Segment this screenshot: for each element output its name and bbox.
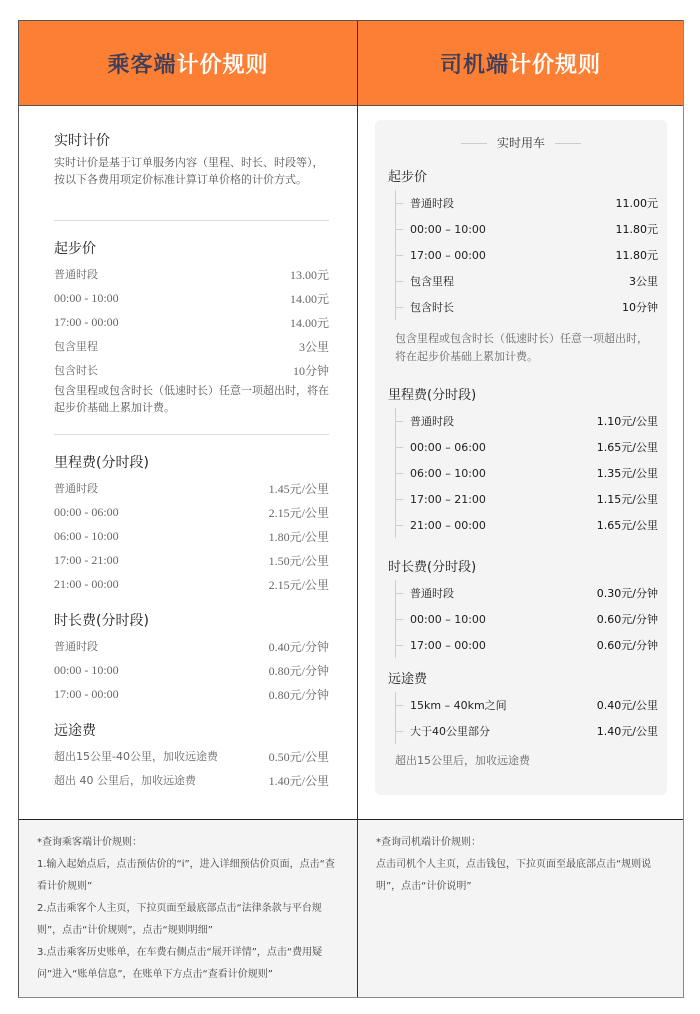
fare-row: 15km – 40km之间 0.40元/公里: [396, 692, 658, 718]
fare-row: 大于40公里部分 1.40元/公里: [396, 718, 658, 744]
fare-row: 普通时段 0.30元/分钟: [396, 580, 658, 606]
fare-row: 普通时段 0.40元/分钟: [54, 639, 329, 654]
section-title: 远途费: [388, 672, 428, 687]
section-title: 起步价: [388, 170, 428, 185]
divider: [54, 220, 329, 221]
fare-row: 17:00 – 00:00 11.80元: [396, 242, 658, 268]
fare-row: 00:00 - 10:00 0.80元/分钟: [54, 662, 329, 678]
fare-row: 17:00 - 21:00 1.50元/公里: [54, 552, 329, 568]
duration-fee-section: [54, 610, 329, 706]
divider: [461, 143, 487, 144]
fare-row: 普通时段 1.10元/公里: [396, 408, 658, 434]
fare-row: 包含时长 10分钟: [54, 363, 329, 378]
passenger-header-dark: 乘客端: [107, 52, 177, 78]
duration-fee-list: [395, 580, 658, 658]
instructions-text: [37, 832, 343, 986]
driver-header: [358, 21, 683, 106]
instructions-title: *查询乘客端计价规则：: [37, 837, 142, 848]
fare-row: 21:00 - 00:00 2.15元/公里: [54, 576, 329, 592]
base-fare-section: [54, 238, 329, 416]
section-title: 时长费(分时段): [54, 613, 149, 629]
driver-query-instructions: [358, 819, 683, 997]
pricing-comparison-table: [18, 20, 684, 998]
card-title: 实时用车: [375, 134, 667, 151]
passenger-header: [19, 21, 358, 106]
long-distance-fee-list: [395, 692, 658, 744]
fare-row: 17:00 – 00:00 0.60元/分钟: [396, 632, 658, 658]
base-fare-note: 包含里程或包含时长（低速时长）任意一项超出时，将在起步价基础上累加计费。: [54, 384, 329, 414]
fare-row: 包含里程 3公里: [54, 339, 329, 354]
instruction-line: 点击司机个人主页，点击钱包，下拉页面至最底部点击“规则说明”，点击“计价说明”: [376, 859, 652, 892]
fare-row: 超出15公里-40公里，加收远途费 0.50元/公里: [54, 749, 329, 764]
fare-row: 普通时段 13.00元: [54, 267, 329, 282]
section-title: 远途费: [54, 723, 96, 739]
base-fare-list: [395, 190, 658, 320]
section-description: 实时计价是基于订单服务内容（里程、时长、时段等），按以下各费用项定价标准计算订单价格的计价方式。: [54, 156, 324, 186]
passenger-rules: [19, 106, 357, 819]
section-title: 时长费(分时段): [388, 560, 477, 575]
fare-row: 包含时长 10分钟: [396, 294, 658, 320]
divider: [555, 143, 581, 144]
driver-rules: [358, 106, 683, 819]
long-distance-note: 超出15公里后，加收远途费: [395, 754, 530, 767]
instructions-text: [376, 832, 669, 898]
passenger-header-light: 计价规则: [176, 52, 269, 78]
fare-row: 17:00 - 00:00 14.00元: [54, 314, 329, 330]
column-divider: [357, 21, 358, 997]
fare-row: 06:00 - 10:00 1.80元/公里: [54, 528, 329, 544]
fare-row: 00:00 - 06:00 2.15元/公里: [54, 504, 329, 520]
section-title: 实时计价: [54, 133, 110, 149]
realtime-car-card: [375, 120, 667, 795]
driver-header-light: 计价规则: [509, 52, 602, 78]
fare-row: 17:00 - 00:00 0.80元/分钟: [54, 686, 329, 702]
fare-row: 00:00 – 06:00 1.65元/公里: [396, 434, 658, 460]
base-fare-note: 包含里程或包含时长（低速时长）任意一项超出时，将在起步价基础上累加计费。: [395, 332, 648, 363]
fare-row: 17:00 – 21:00 1.15元/公里: [396, 486, 658, 512]
long-distance-fee-section: [54, 720, 329, 792]
fare-row: 超出 40 公里后，加收远途费 1.40元/公里: [54, 773, 329, 788]
fare-row: 普通时段 11.00元: [396, 190, 658, 216]
section-title: 里程费(分时段): [388, 388, 477, 403]
fare-row: 00:00 – 10:00 0.60元/分钟: [396, 606, 658, 632]
driver-header-dark: 司机端: [439, 52, 509, 78]
fare-row: 00:00 - 10:00 14.00元: [54, 290, 329, 306]
passenger-query-instructions: [19, 819, 357, 997]
instruction-line: 2.点击乘客个人主页，下拉页面至最底部点击“法律条款与平台规则”，点击“计价规则”，点击“规则明细”: [37, 903, 322, 936]
fare-row: 00:00 – 10:00 11.80元: [396, 216, 658, 242]
distance-fee-list: [395, 408, 658, 538]
fare-row: 普通时段 1.45元/公里: [54, 481, 329, 496]
section-title: 里程费(分时段): [54, 455, 149, 471]
fare-row: 包含里程 3公里: [396, 268, 658, 294]
realtime-pricing-section: [54, 130, 329, 188]
instructions-title: *查询司机端计价规则：: [376, 837, 481, 848]
fare-row: 06:00 – 10:00 1.35元/公里: [396, 460, 658, 486]
divider: [54, 434, 329, 435]
section-title: 起步价: [54, 241, 96, 257]
instruction-line: 1.输入起始点后，点击预估价的“i”，进入详细预估价页面，点击“查看计价规则”: [37, 859, 335, 892]
distance-fee-section: [54, 452, 329, 596]
fare-row: 21:00 – 00:00 1.65元/公里: [396, 512, 658, 538]
instruction-line: 3.点击乘客历史账单，在车费右侧点击“展开详情”，点击“费用疑问”进入“账单信息”，在账单下方点击“查看计价规则”: [37, 947, 323, 980]
